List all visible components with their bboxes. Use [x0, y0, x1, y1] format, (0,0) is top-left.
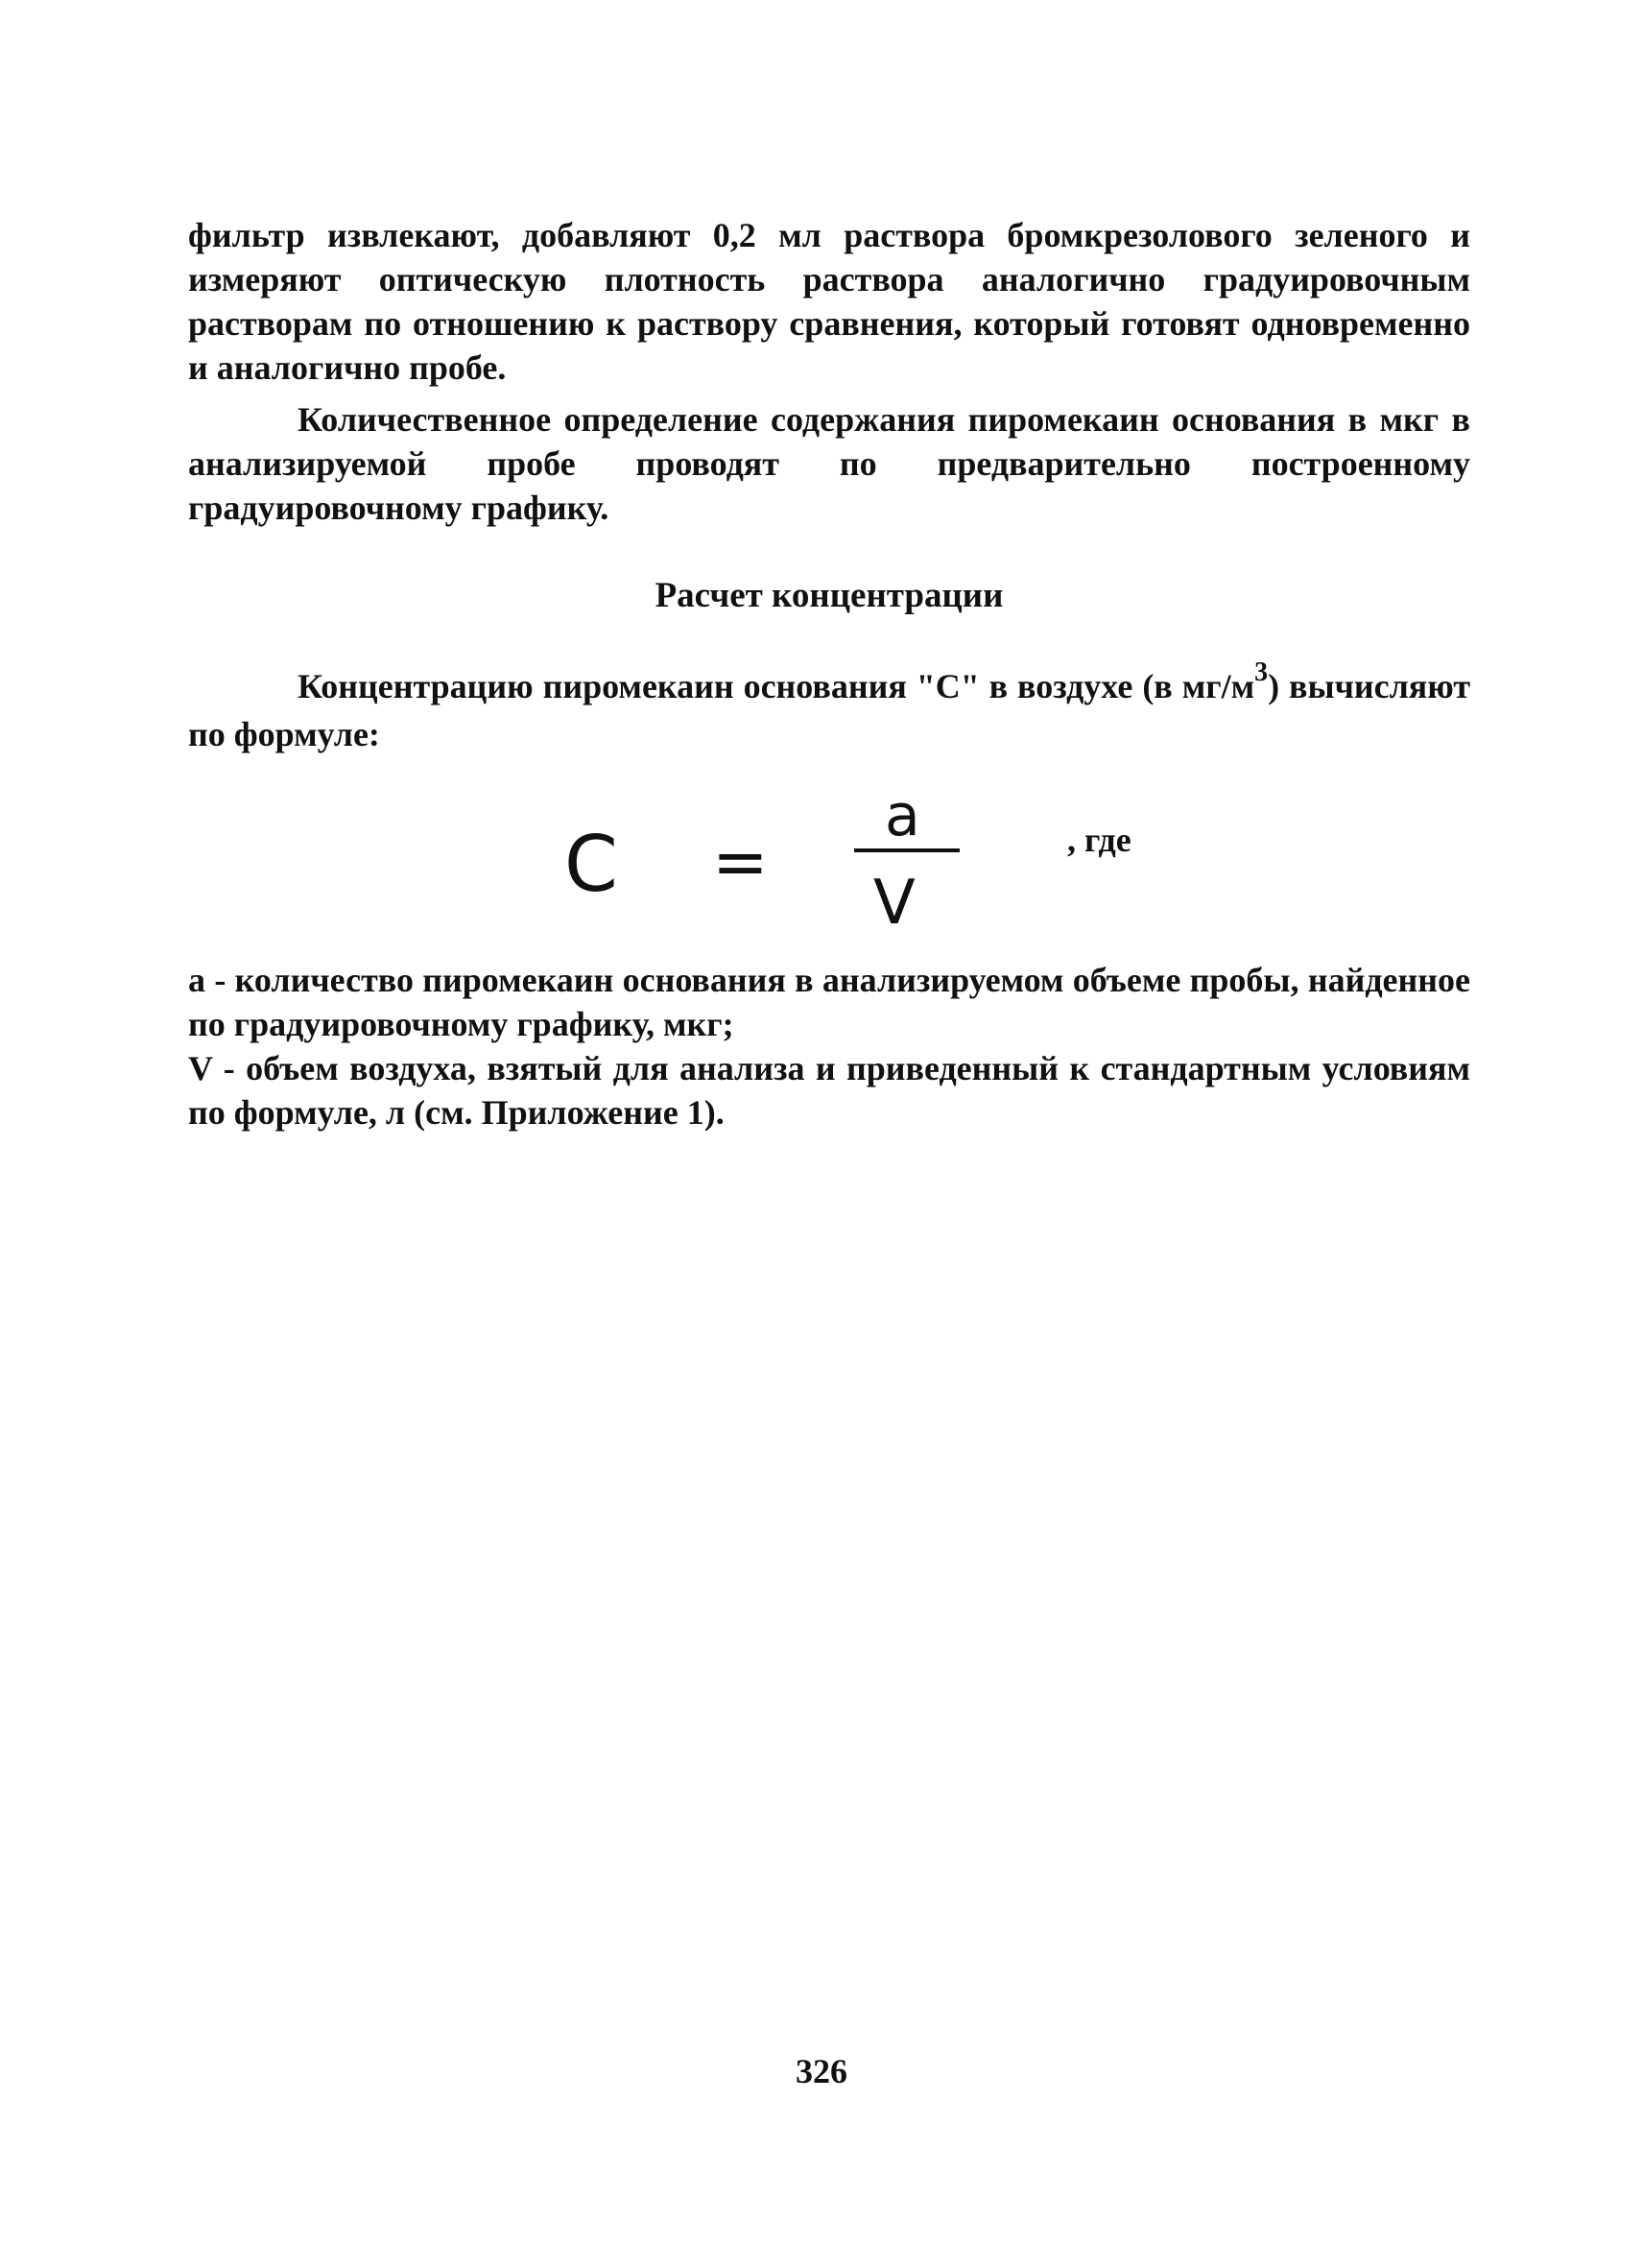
- paragraph-concentration: [188, 657, 1470, 756]
- section-heading: Расчет концентрации: [655, 576, 1004, 615]
- formula-equals: =: [712, 823, 769, 901]
- formula-numerator: a: [885, 797, 920, 849]
- definition-a: а - количество пиромекаин основания в анализируемом объеме пробы, найденное по градуировочному графику, мкг;: [188, 961, 1470, 1043]
- paragraph-procedure: фильтр извлекают, добавляют 0,2 мл раствора бромкрезолового зеленого и измеряют оптическую плотность раствора аналогично градуировочным растворам по отношению к раствору сравнения, который готовят одновременно и аналогично пробе.: [188, 216, 1470, 387]
- superscript-exponent: 3: [1254, 657, 1269, 687]
- definition-v: V - объем воздуха, взятый для анализа и приведенный к стандартным условиям по формуле, л (см. Приложение 1).: [188, 1049, 1470, 1132]
- concentration-text-end: ) вычисляют по формуле:: [188, 667, 1470, 753]
- concentration-text-start: Концентрацию пиромекаин основания "С" в воздухе (в мг/м: [298, 667, 1255, 705]
- formula-lhs: C: [564, 820, 618, 909]
- paragraph-quantification: Количественное определение содержания пиромекаин основания в мкг в анализируемой пробе проводят по предварительно построенному градуировочному графику.: [188, 400, 1470, 527]
- formula-where: , где: [1067, 821, 1131, 859]
- formula-denominator: V: [873, 868, 916, 939]
- page-number: 326: [796, 2052, 847, 2090]
- definitions-list: [188, 958, 1470, 1134]
